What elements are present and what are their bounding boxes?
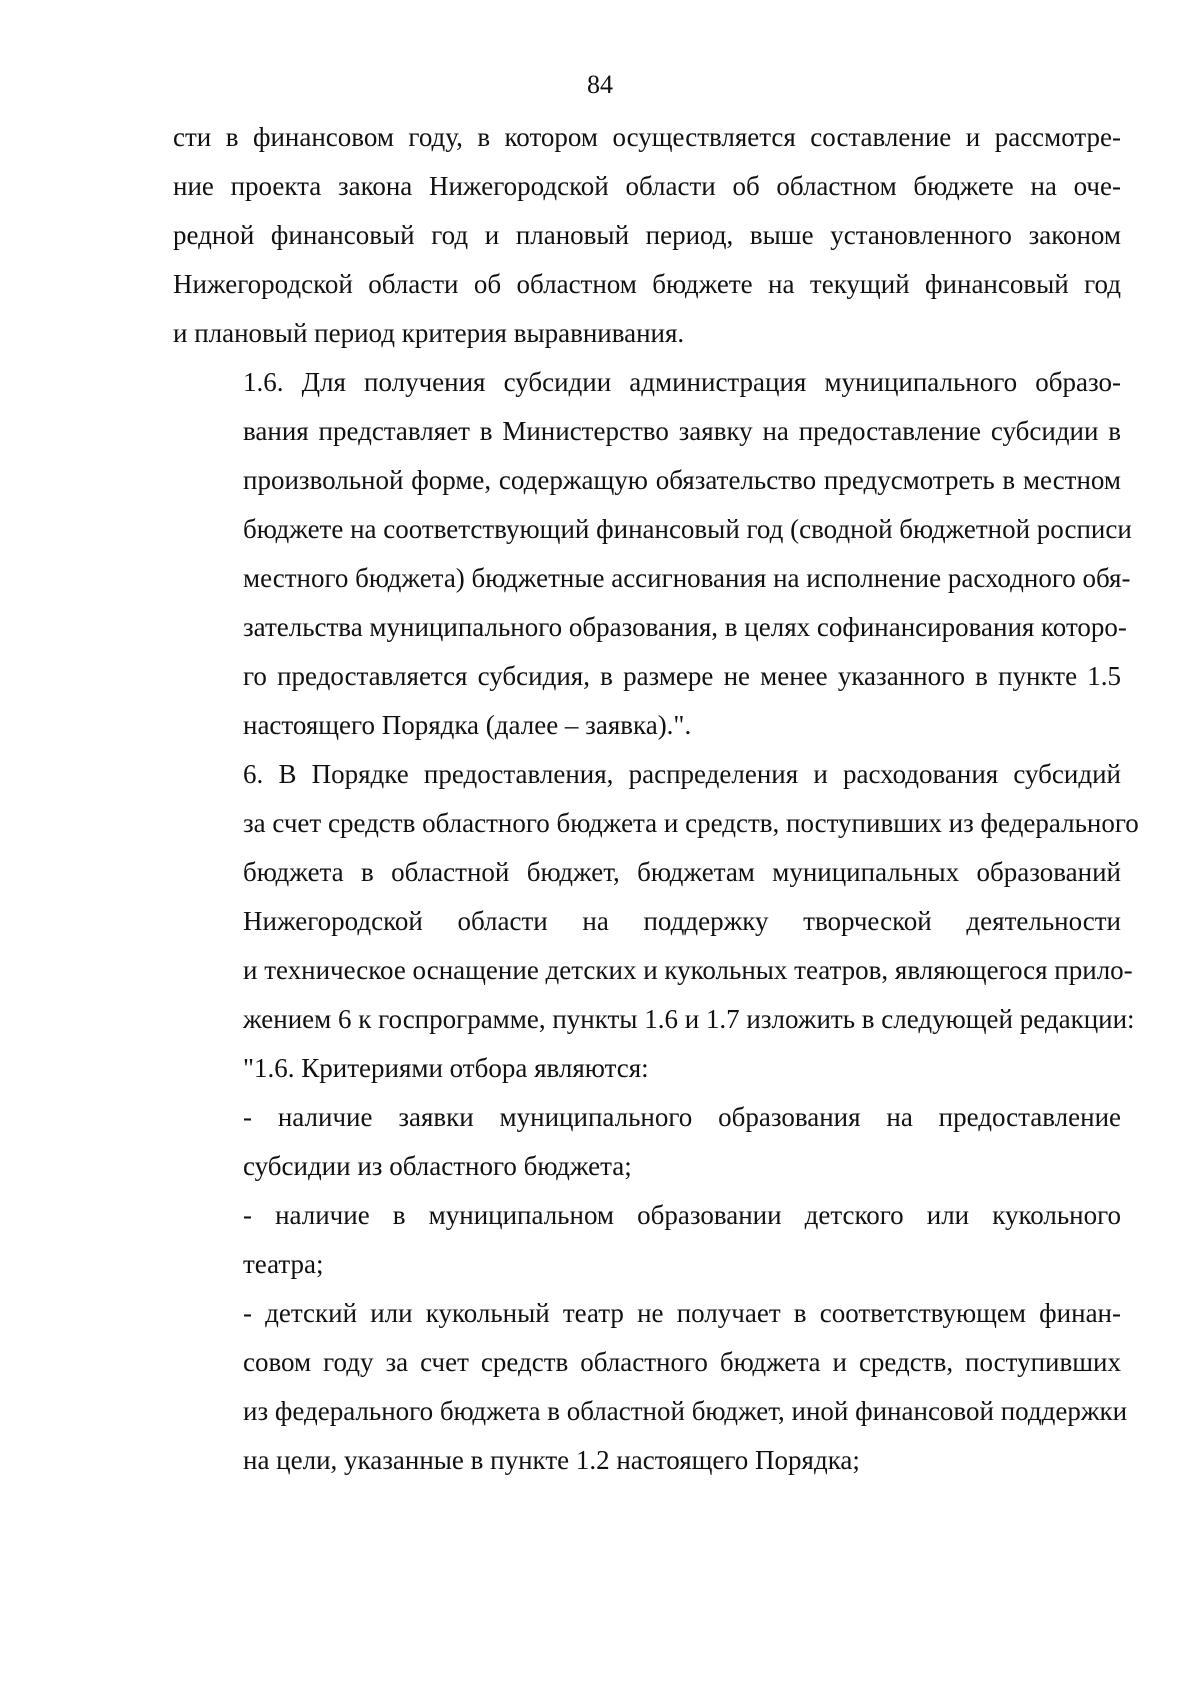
text-line: театра; — [243, 1249, 324, 1279]
text-line: настоящего Порядка (далее – заявка).". — [243, 710, 692, 740]
text-line: бюджета в областной бюджет, бюджетам муниципальных образований — [243, 857, 1121, 887]
text-line: го предоставляется субсидия, в размере не менее указанного в пункте 1.5 — [243, 661, 1121, 691]
text-line: произвольной форме, содержащую обязательство предусмотреть в местном — [243, 465, 1121, 495]
text-line: на цели, указанные в пункте 1.2 настоящего Порядка; — [243, 1445, 860, 1475]
text-line: жением 6 к госпрограмме, пункты 1.6 и 1.7 изложить в следующей редакции: — [243, 1004, 1135, 1034]
text-line: 6. В Порядке предоставления, распределения и расходования субсидий — [243, 759, 1121, 789]
text-line: - наличие заявки муниципального образования на предоставление — [243, 1102, 1121, 1132]
text-line: местного бюджета) бюджетные ассигнования на исполнение расходного обя- — [243, 563, 1131, 593]
text-line: ние проекта закона Нижегородской области об областном бюджете на оче- — [173, 171, 1121, 201]
page-number: 84 — [587, 70, 613, 99]
text-line: зательства муниципального образования, в целях софинансирования которо- — [243, 612, 1127, 642]
document-body — [173, 113, 1139, 1485]
text-line: Нижегородской области об областном бюджете на текущий финансовый год — [173, 269, 1121, 299]
text-line: 1.6. Для получения субсидии администрация муниципального образо- — [243, 367, 1121, 397]
text-line: сти в финансовом году, в котором осуществляется составление и рассмотре- — [173, 122, 1121, 152]
text-line: и техническое оснащение детских и кукольных театров, являющегося прило- — [243, 955, 1133, 985]
text-line: за счет средств областного бюджета и средств, поступивших из федерального — [243, 808, 1139, 838]
text-line: из федерального бюджета в областной бюджет, иной финансовой поддержки — [243, 1396, 1128, 1426]
text-line: редной финансовый год и плановый период, выше установленного законом — [173, 220, 1121, 250]
criterion-application — [173, 1093, 1121, 1191]
text-line: - детский или кукольный театр не получает в соответствующем финан- — [243, 1298, 1121, 1328]
text-line: вания представляет в Министерство заявку на предоставление субсидии в — [243, 416, 1121, 446]
criterion-no-other-support — [173, 1289, 1128, 1485]
criterion-theatre-exists — [173, 1191, 1121, 1289]
text-line: и плановый период критерия выравнивания. — [173, 318, 685, 348]
paragraph-continuation — [173, 113, 1121, 358]
text-line: "1.6. Критериями отбора являются: — [243, 1053, 649, 1083]
text-line: - наличие в муниципальном образовании детского или кукольного — [243, 1200, 1121, 1230]
paragraph-criteria-heading — [173, 1044, 1121, 1093]
paragraph-6-amendment — [173, 750, 1139, 1044]
text-line: бюджете на соответствующий финансовый год (сводной бюджетной росписи — [243, 514, 1132, 544]
text-line: Нижегородской области на поддержку творческой деятельности — [243, 906, 1121, 936]
paragraph-1-6-application — [173, 358, 1132, 750]
text-line: субсидии из областного бюджета; — [243, 1151, 632, 1181]
text-line: совом году за счет средств областного бюджета и средств, поступивших — [243, 1347, 1121, 1377]
